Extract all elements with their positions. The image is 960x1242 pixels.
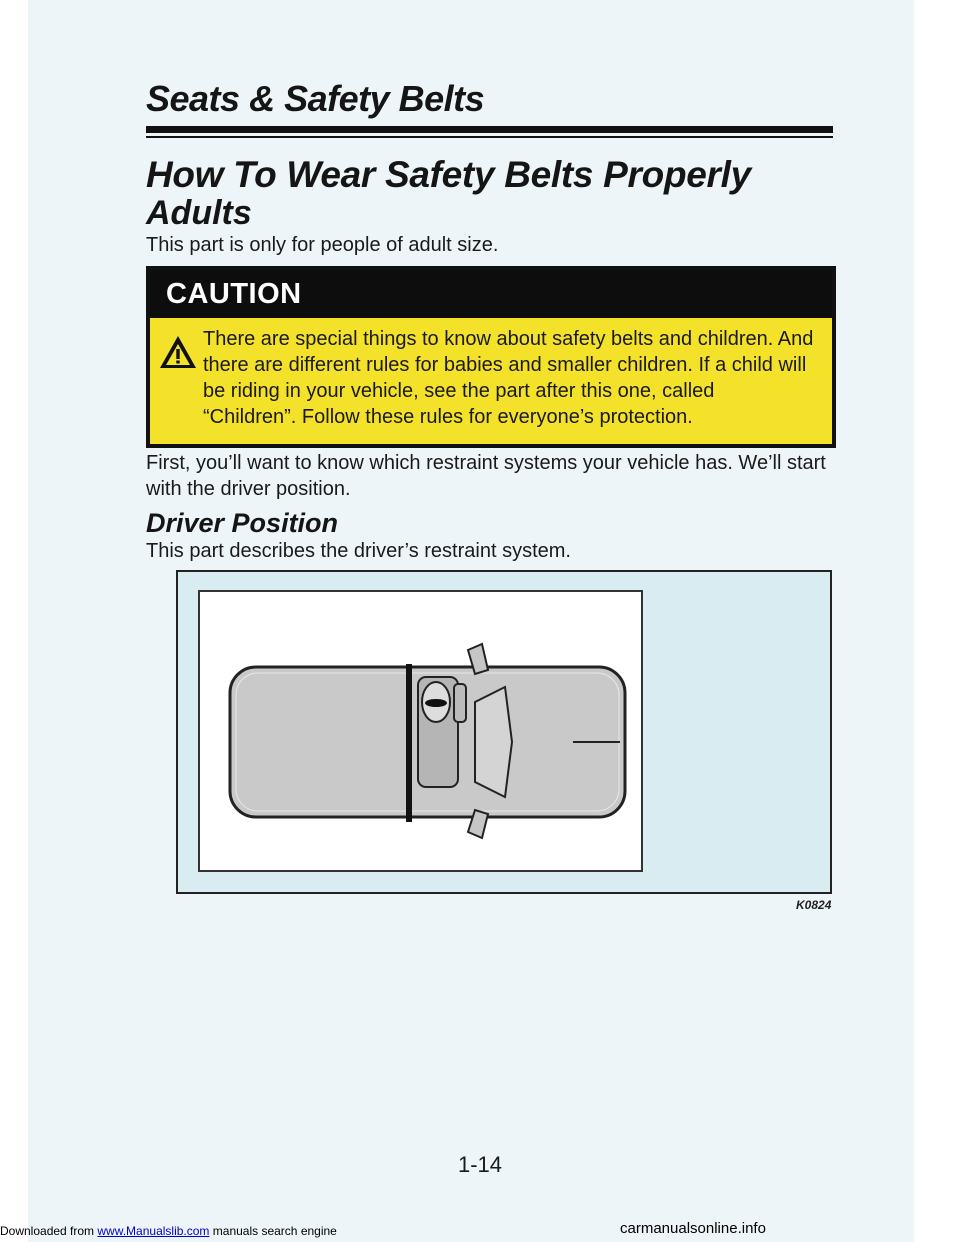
caution-line: There are special things to know about safety belts and children. And (203, 328, 814, 350)
heading-main: How To Wear Safety Belts Properly (146, 154, 751, 195)
footer-suffix: manuals search engine (209, 1224, 337, 1238)
download-footer (0, 1224, 337, 1238)
caution-text (203, 326, 823, 430)
body-line: First, you’ll want to know which restraint systems your vehicle has. We’ll start (146, 452, 826, 474)
title-rule-thin (146, 136, 833, 138)
page-number: 1-14 (458, 1152, 503, 1177)
manualslib-link[interactable]: www.Manualslib.com (97, 1224, 210, 1238)
driver-position-figure (176, 570, 832, 894)
caution-line: “Children”. Follow these rules for everyone’s protection. (203, 406, 693, 428)
heading-driver-position: Driver Position (146, 508, 339, 538)
driver-text: This part describes the driver’s restraint system. (146, 540, 571, 562)
title-rule-thick (146, 126, 833, 133)
caution-line: be riding in your vehicle, see the part after this one, called (203, 380, 715, 402)
caution-line: there are different rules for babies and smaller children. If a child will (203, 354, 807, 376)
body-line: with the driver position. (146, 478, 351, 500)
watermark-site: carmanualsonline.info (620, 1220, 766, 1237)
section-title: Seats & Safety Belts (146, 78, 485, 119)
warning-triangle-icon (158, 334, 198, 370)
caution-box (146, 266, 836, 448)
heading-adults: Adults (146, 194, 252, 232)
footer-prefix: Downloaded from (0, 1224, 98, 1238)
figure-code: K0824 (796, 898, 832, 912)
caution-label: CAUTION (150, 270, 832, 318)
figure-frame (198, 590, 643, 872)
intro-text: This part is only for people of adult size. (146, 234, 499, 256)
vehicle-top-view-illustration (200, 592, 641, 885)
